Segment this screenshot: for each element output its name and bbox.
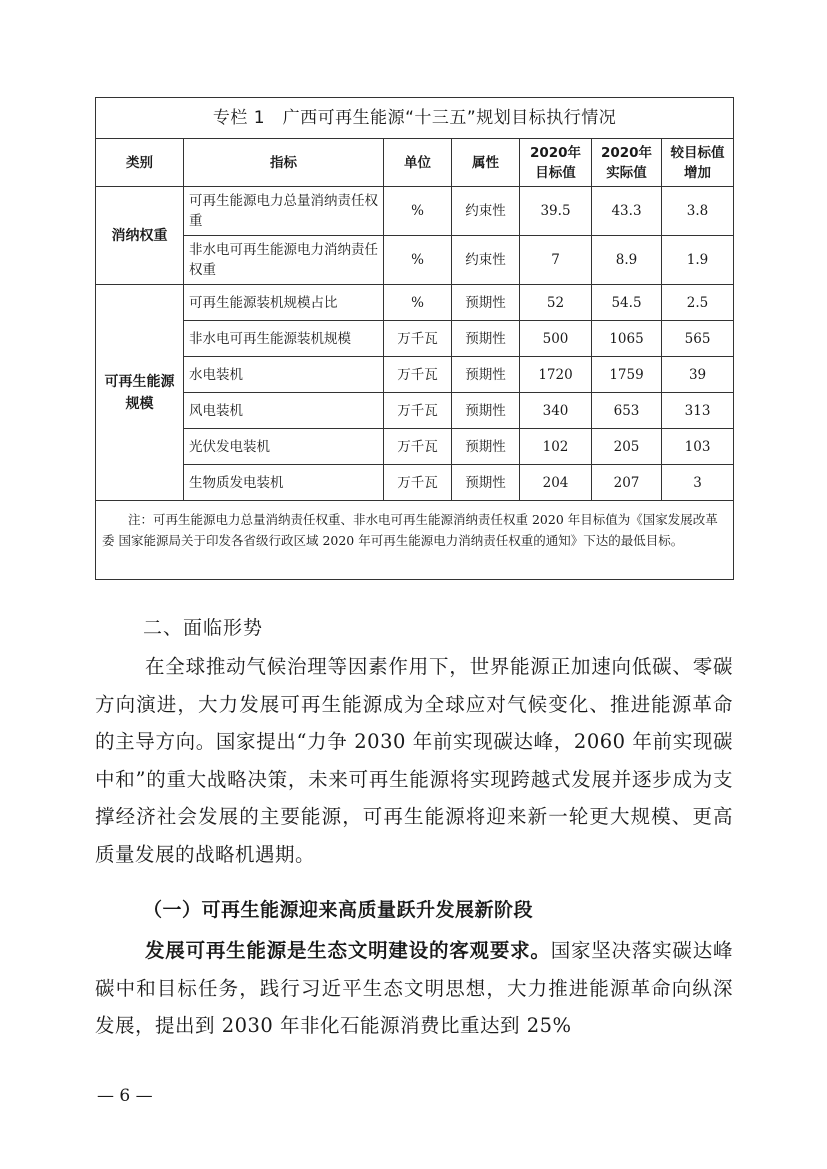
cell-attribute: 预期性 xyxy=(452,393,520,429)
header-attribute: 属性 xyxy=(452,139,520,187)
cell-actual: 205 xyxy=(592,429,662,465)
header-target xyxy=(520,139,592,187)
cell-increase: 3 xyxy=(662,465,734,501)
cell-unit: 万千瓦 xyxy=(384,321,452,357)
header-increase-line2: 增加 xyxy=(684,164,712,181)
cell-unit: 万千瓦 xyxy=(384,357,452,393)
cell-actual: 8.9 xyxy=(592,236,662,285)
cell-target: 102 xyxy=(520,429,592,465)
cell-target: 500 xyxy=(520,321,592,357)
cell-actual: 207 xyxy=(592,465,662,501)
cell-increase: 1.9 xyxy=(662,236,734,285)
cell-actual: 1759 xyxy=(592,357,662,393)
cell-target: 39.5 xyxy=(520,187,592,236)
table-row xyxy=(96,187,734,236)
cell-unit: 万千瓦 xyxy=(384,393,452,429)
cell-increase: 3.8 xyxy=(662,187,734,236)
cell-increase: 103 xyxy=(662,429,734,465)
cell-indicator: 生物质发电装机 xyxy=(184,465,384,501)
section-heading: 二、面临形势 xyxy=(143,617,264,639)
cell-target: 7 xyxy=(520,236,592,285)
header-target-line2: 目标值 xyxy=(535,164,576,181)
category-scale xyxy=(96,285,184,501)
paragraph-2-rest: 国家坚决落实碳达峰碳中和目标任务，践行习近平生态文明思想，大力推进能源革命向纵深发展，提出到 2030 年非化石能源消费比重达到 25% xyxy=(95,939,733,1037)
cell-unit: % xyxy=(384,285,452,321)
table-note-text: 注：可再生能源电力总量消纳责任权重、非水电可再生能源消纳责任权重 2020 年目标值为《国家发展改革委 国家能源局关于印发各省级行政区域 2020 年可再生能源电力消纳责任权重的通知》下达的最低目标。 xyxy=(102,512,718,548)
cell-actual: 1065 xyxy=(592,321,662,357)
subsection-heading: （一）可再生能源迎来高质量跃升发展新阶段 xyxy=(143,899,534,921)
cell-attribute: 约束性 xyxy=(452,236,520,285)
cell-increase: 39 xyxy=(662,357,734,393)
cell-target: 1720 xyxy=(520,357,592,393)
cell-increase: 2.5 xyxy=(662,285,734,321)
cell-unit: % xyxy=(384,187,452,236)
table-note xyxy=(96,501,734,580)
category-scale-line1: 可再生能源 xyxy=(104,373,175,390)
table-title: 专栏 1 广西可再生能源“十三五”规划目标执行情况 xyxy=(96,98,734,139)
header-actual-line1: 2020年 xyxy=(600,144,653,161)
cell-indicator: 可再生能源装机规模占比 xyxy=(184,285,384,321)
cell-attribute: 约束性 xyxy=(452,187,520,236)
cell-indicator: 水电装机 xyxy=(184,357,384,393)
cell-indicator: 非水电可再生能源电力消纳责任权重 xyxy=(184,236,384,285)
cell-actual: 653 xyxy=(592,393,662,429)
table-row xyxy=(96,236,734,285)
cell-attribute: 预期性 xyxy=(452,357,520,393)
paragraph-2 xyxy=(95,932,733,1045)
cell-unit: 万千瓦 xyxy=(384,465,452,501)
cell-actual: 43.3 xyxy=(592,187,662,236)
header-actual xyxy=(592,139,662,187)
cell-indicator: 可再生能源电力总量消纳责任权重 xyxy=(184,187,384,236)
header-increase xyxy=(662,139,734,187)
category-scale-line2: 规模 xyxy=(125,395,154,412)
cell-indicator: 光伏发电装机 xyxy=(184,429,384,465)
plan-target-table xyxy=(95,97,734,580)
cell-increase: 565 xyxy=(662,321,734,357)
table-row xyxy=(96,429,734,465)
category-consumption: 消纳权重 xyxy=(96,187,184,285)
paragraph-1: 在全球推动气候治理等因素作用下，世界能源正加速向低碳、零碳方向演进，大力发展可再生能源成为全球应对气候变化、推进能源革命的主导方向。国家提出“力争 2030 年前实现碳达峰，2060 年前实现碳中和”的重大战略决策，未来可再生能源将实现跨越式发展并逐步成为支撑经济社会发展的主要能源，可再生能源将迎来新一轮更大规模、更高质量发展的战略机遇期。 xyxy=(95,655,733,866)
table-row xyxy=(96,357,734,393)
header-unit: 单位 xyxy=(384,139,452,187)
cell-attribute: 预期性 xyxy=(452,429,520,465)
table-row xyxy=(96,285,734,321)
cell-attribute: 预期性 xyxy=(452,321,520,357)
table-row xyxy=(96,393,734,429)
cell-attribute: 预期性 xyxy=(452,285,520,321)
table-row xyxy=(96,321,734,357)
page-number: — 6 — xyxy=(97,1086,153,1106)
cell-attribute: 预期性 xyxy=(452,465,520,501)
header-actual-line2: 实际值 xyxy=(606,164,647,181)
cell-actual: 54.5 xyxy=(592,285,662,321)
cell-target: 204 xyxy=(520,465,592,501)
header-target-line1: 2020年 xyxy=(529,144,582,161)
cell-indicator: 风电装机 xyxy=(184,393,384,429)
cell-target: 52 xyxy=(520,285,592,321)
header-indicator: 指标 xyxy=(184,139,384,187)
paragraph-2-lead: 发展可再生能源是生态文明建设的客观要求。 xyxy=(145,939,551,962)
cell-increase: 313 xyxy=(662,393,734,429)
table-row xyxy=(96,465,734,501)
header-category: 类别 xyxy=(96,139,184,187)
cell-target: 340 xyxy=(520,393,592,429)
cell-indicator: 非水电可再生能源装机规模 xyxy=(184,321,384,357)
cell-unit: 万千瓦 xyxy=(384,429,452,465)
cell-unit: % xyxy=(384,236,452,285)
header-increase-line1: 较目标值 xyxy=(670,144,725,161)
